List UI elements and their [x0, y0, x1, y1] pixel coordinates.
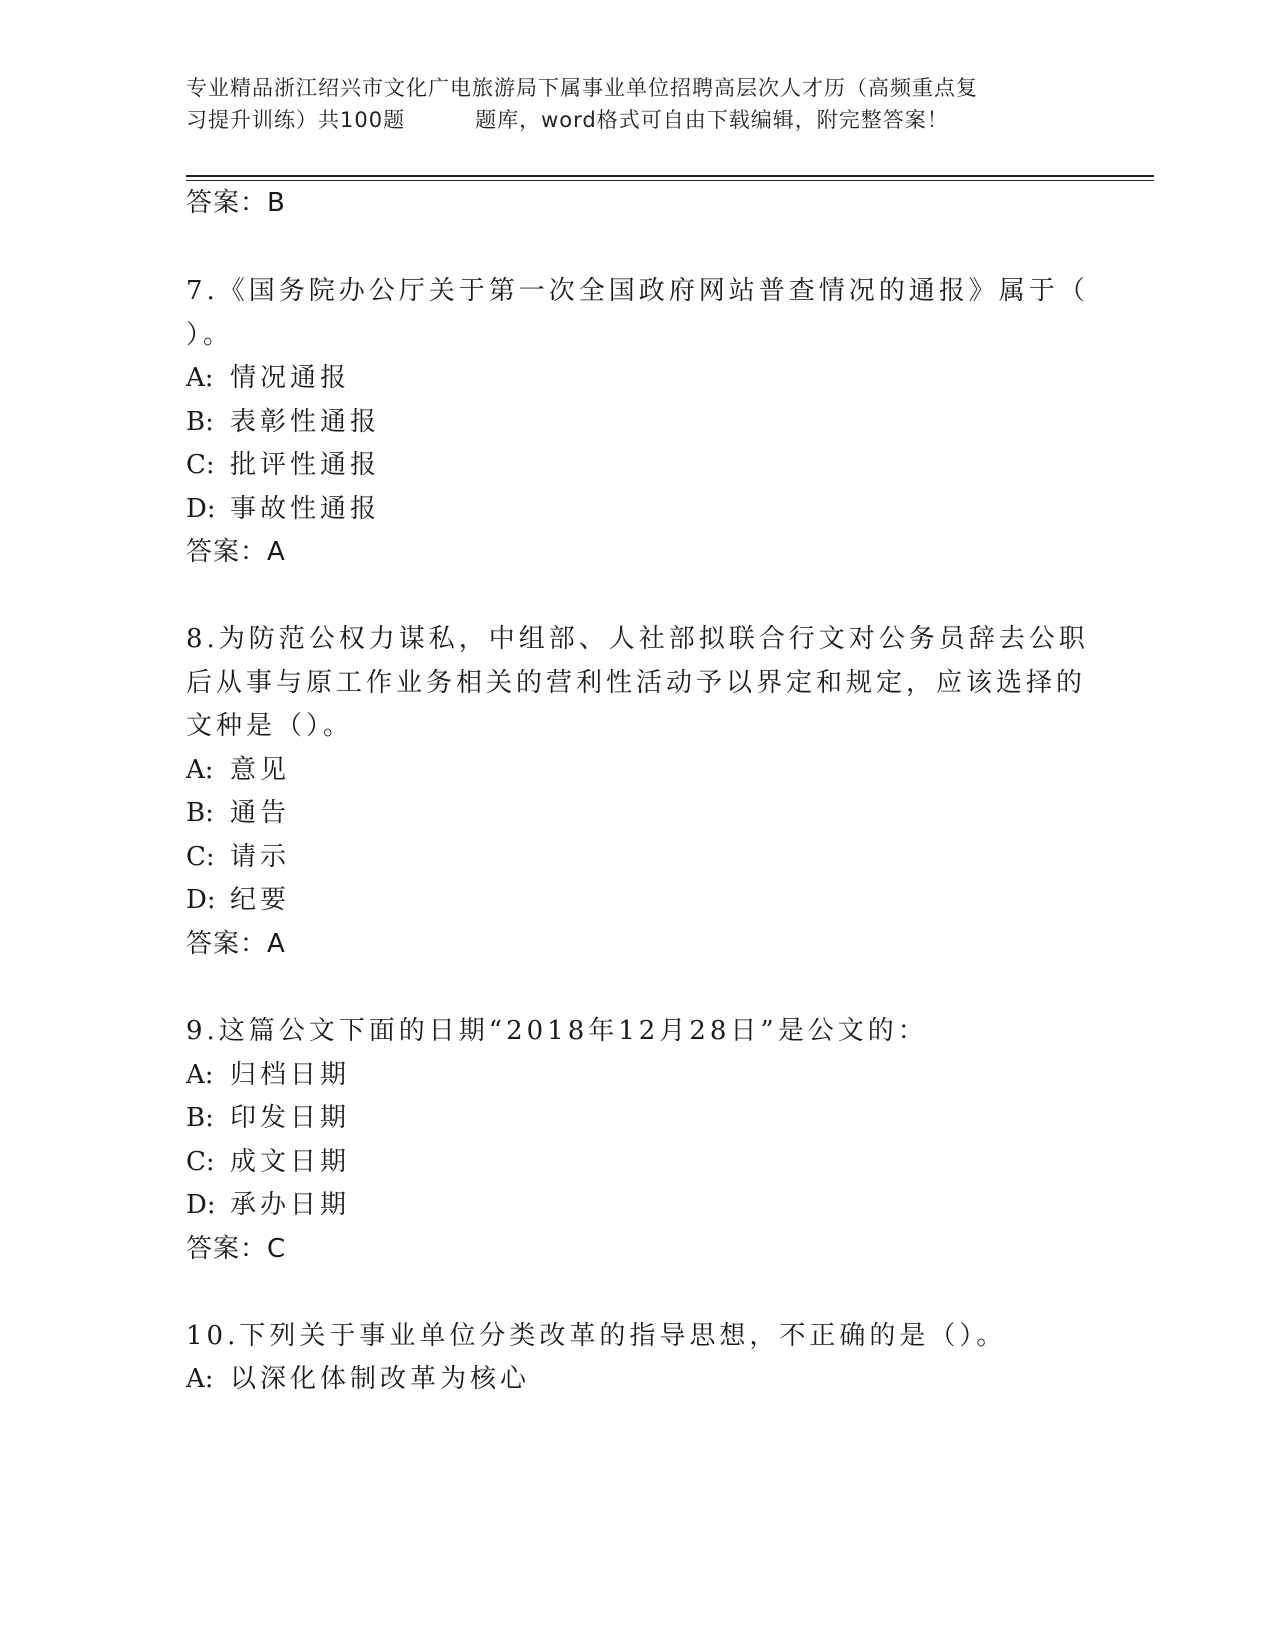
option-label: D: — [186, 494, 216, 524]
question-9-option-a — [186, 1058, 350, 1092]
question-7-stem-line-2: ）。 — [186, 320, 234, 350]
option-label: C: — [186, 842, 215, 872]
option-label: C: — [186, 1147, 215, 1177]
option-label: C: — [186, 450, 215, 480]
option-text: 成文日期 — [230, 1147, 351, 1177]
question-9-option-b — [186, 1101, 350, 1135]
option-text: 事故性通报 — [230, 494, 381, 524]
question-8-option-a — [186, 753, 290, 787]
question-9-option-d — [186, 1188, 350, 1222]
question-7-stem-line-1: 7.《国务院办公厅关于第一次全国政府网站普查情况的通报》属于（ — [186, 276, 1089, 306]
question-8-stem-line-3: 文种是（）。 — [186, 711, 354, 741]
question-7-option-b — [186, 405, 380, 439]
question-7-option-a — [186, 361, 350, 395]
option-label: A: — [186, 1364, 214, 1394]
question-8-answer: 答案：A — [186, 929, 286, 959]
option-label: D: — [186, 1190, 216, 1220]
option-text: 归档日期 — [230, 1060, 351, 1090]
option-label: B: — [186, 407, 214, 437]
option-text: 批评性通报 — [230, 450, 381, 480]
question-9-answer: 答案：C — [186, 1234, 287, 1264]
option-text: 印发日期 — [230, 1103, 351, 1133]
option-label: A: — [186, 1060, 214, 1090]
question-10-stem-line-1: 10.下列关于事业单位分类改革的指导思想，不正确的是（）。 — [186, 1321, 1007, 1351]
option-text: 意见 — [230, 755, 291, 785]
option-label: D: — [186, 885, 216, 915]
option-text: 通告 — [230, 798, 291, 828]
option-text: 情况通报 — [230, 363, 351, 393]
header-line-2 — [186, 104, 1086, 136]
question-10-option-a — [186, 1362, 530, 1396]
option-text: 请示 — [230, 842, 291, 872]
header-line-2-right: 题库，word格式可自由下载编辑，附完整答案！ — [475, 108, 949, 132]
option-label: A: — [186, 755, 214, 785]
document-header — [186, 72, 1086, 136]
option-text: 以深化体制改革为核心 — [230, 1364, 531, 1394]
option-text: 纪要 — [230, 885, 291, 915]
option-label: A: — [186, 363, 214, 393]
question-8-option-d — [186, 883, 290, 917]
option-label: B: — [186, 798, 214, 828]
question-7-option-c — [186, 448, 380, 482]
option-label: B: — [186, 1103, 214, 1133]
header-line-1: 专业精品浙江绍兴市文化广电旅游局下属事业单位招聘高层次人才历（高频重点复 — [186, 76, 978, 100]
option-text: 表彰性通报 — [230, 407, 381, 437]
question-8-stem-line-2: 后从事与原工作业务相关的营利性活动予以界定和规定，应该选择的 — [186, 668, 1087, 698]
question-7-answer: 答案：A — [186, 537, 286, 567]
question-7-option-d — [186, 492, 380, 526]
question-9-option-c — [186, 1145, 350, 1179]
previous-answer: 答案：B — [186, 188, 286, 218]
question-8-stem-line-1: 8.为防范公权力谋私，中组部、人社部拟联合行文对公务员辞去公职 — [186, 624, 1089, 654]
question-9-stem-line-1: 9.这篇公文下面的日期“2018年12月28日”是公文的： — [186, 1016, 928, 1046]
header-rule-thin — [186, 180, 1154, 181]
header-line-2-left: 习提升训练）共100题 — [186, 108, 406, 132]
question-8-option-c — [186, 840, 290, 874]
header-rule-thick — [186, 175, 1154, 177]
option-text: 承办日期 — [230, 1190, 351, 1220]
question-8-option-b — [186, 796, 290, 830]
